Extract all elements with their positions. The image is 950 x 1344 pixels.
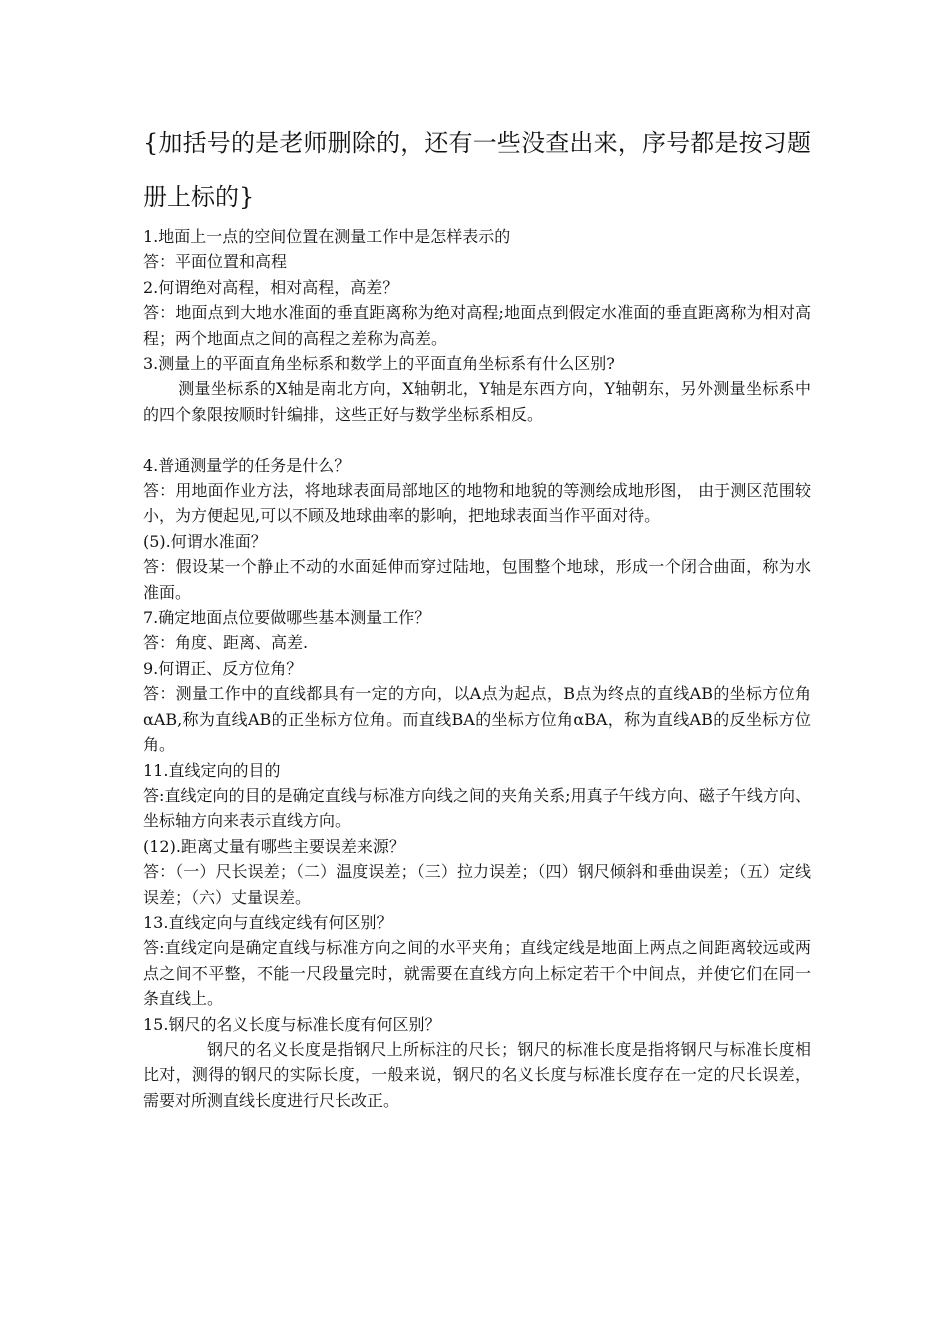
- question-15: 15.钢尺的名义长度与标准长度有何区别？: [143, 1014, 441, 1034]
- question-7: 7.确定地面点位要做哪些基本测量工作？: [143, 608, 431, 628]
- answer-2: 答：地面点到大地水准面的垂直距离称为绝对高程;地面点到假定水准面的垂直距离称为相对高程；两个地面点之间的高程之差称为高差。: [143, 303, 811, 348]
- answer-12: 答：（一）尺长误差；（二）温度误差；（三）拉力误差；（四）钢尺倾斜和垂曲误差；（五）定线误差；（六）丈量误差。: [143, 862, 811, 907]
- answer-11: 答:直线定向的目的是确定直线与标准方向线之间的夹角关系;用真子午线方向、磁子午线方向、坐标轴方向来表示直线方向。: [143, 785, 811, 831]
- answer-4: 答：用地面作业方法，将地球表面局部地区的地物和地貌的等测绘成地形图， 由于测区范围较小，为方便起见,可以不顾及地球曲率的影响，把地球表面当作平面对待。: [143, 481, 811, 526]
- question-5: (5).何谓水准面？: [143, 531, 267, 551]
- answer-3: 测量坐标系的X轴是南北方向，X轴朝北，Y轴是东西方向，Y轴朝东，另外测量坐标系中的四个象限按顺时针编排，这些正好与数学坐标系相反。: [143, 379, 811, 424]
- answer-13: 答:直线定向是确定直线与标准方向之间的水平夹角；直线定线是地面上两点之间距离较远或两点之间不平整，不能一尺段量完时，就需要在直线方向上标定若干个中间点，并使它们在同一条直线上。: [143, 938, 811, 1009]
- question-1: 1.地面上一点的空间位置在测量工作中是怎样表示的: [143, 227, 511, 246]
- question-12: (12).距离丈量有哪些主要误差来源？: [143, 836, 405, 856]
- question-4: 4.普通测量学的任务是什么？: [143, 455, 351, 475]
- answer-1: 答：平面位置和高程: [143, 252, 288, 272]
- answer-15: 钢尺的名义长度是指钢尺上所标注的尺长；钢尺的标准长度是指将钢尺与标准长度相比对，测得的钢尺的实际长度，一般来说，钢尺的名义长度与标准长度存在一定的尺长误差，需要对所测直线长度进行尺长改正。: [143, 1039, 811, 1110]
- qa-list: [143, 224, 811, 1113]
- question-2: 2.何谓绝对高程，相对高程，高差？: [143, 277, 399, 297]
- question-3: 3.测量上的平面直角坐标系和数学上的平面直角坐标系有什么区别?: [143, 354, 615, 374]
- answer-5: 答：假设某一个静止不动的水面延伸而穿过陆地，包围整个地球，形成一个闭合曲面，称为水准面。: [143, 557, 811, 602]
- question-11: 11.直线定向的目的: [143, 760, 281, 780]
- answer-9: 答：测量工作中的直线都具有一定的方向，以A点为起点，B点为终点的直线AB的坐标方位角αAB,称为直线AB的正坐标方位角。而直线BA的坐标方位角αBA，称为直线AB的反坐标方位角。: [143, 684, 811, 755]
- answer-7: 答：角度、距离、高差.: [143, 633, 309, 653]
- document-note: {加括号的是老师删除的，还有一些没查出来，序号都是按习题册上标的}: [143, 129, 811, 211]
- blank-line: [143, 427, 811, 452]
- question-9: 9.何谓正、反方位角？: [143, 658, 303, 678]
- document-page: [143, 116, 811, 1113]
- question-13: 13.直线定向与直线定线有何区别？: [143, 912, 393, 932]
